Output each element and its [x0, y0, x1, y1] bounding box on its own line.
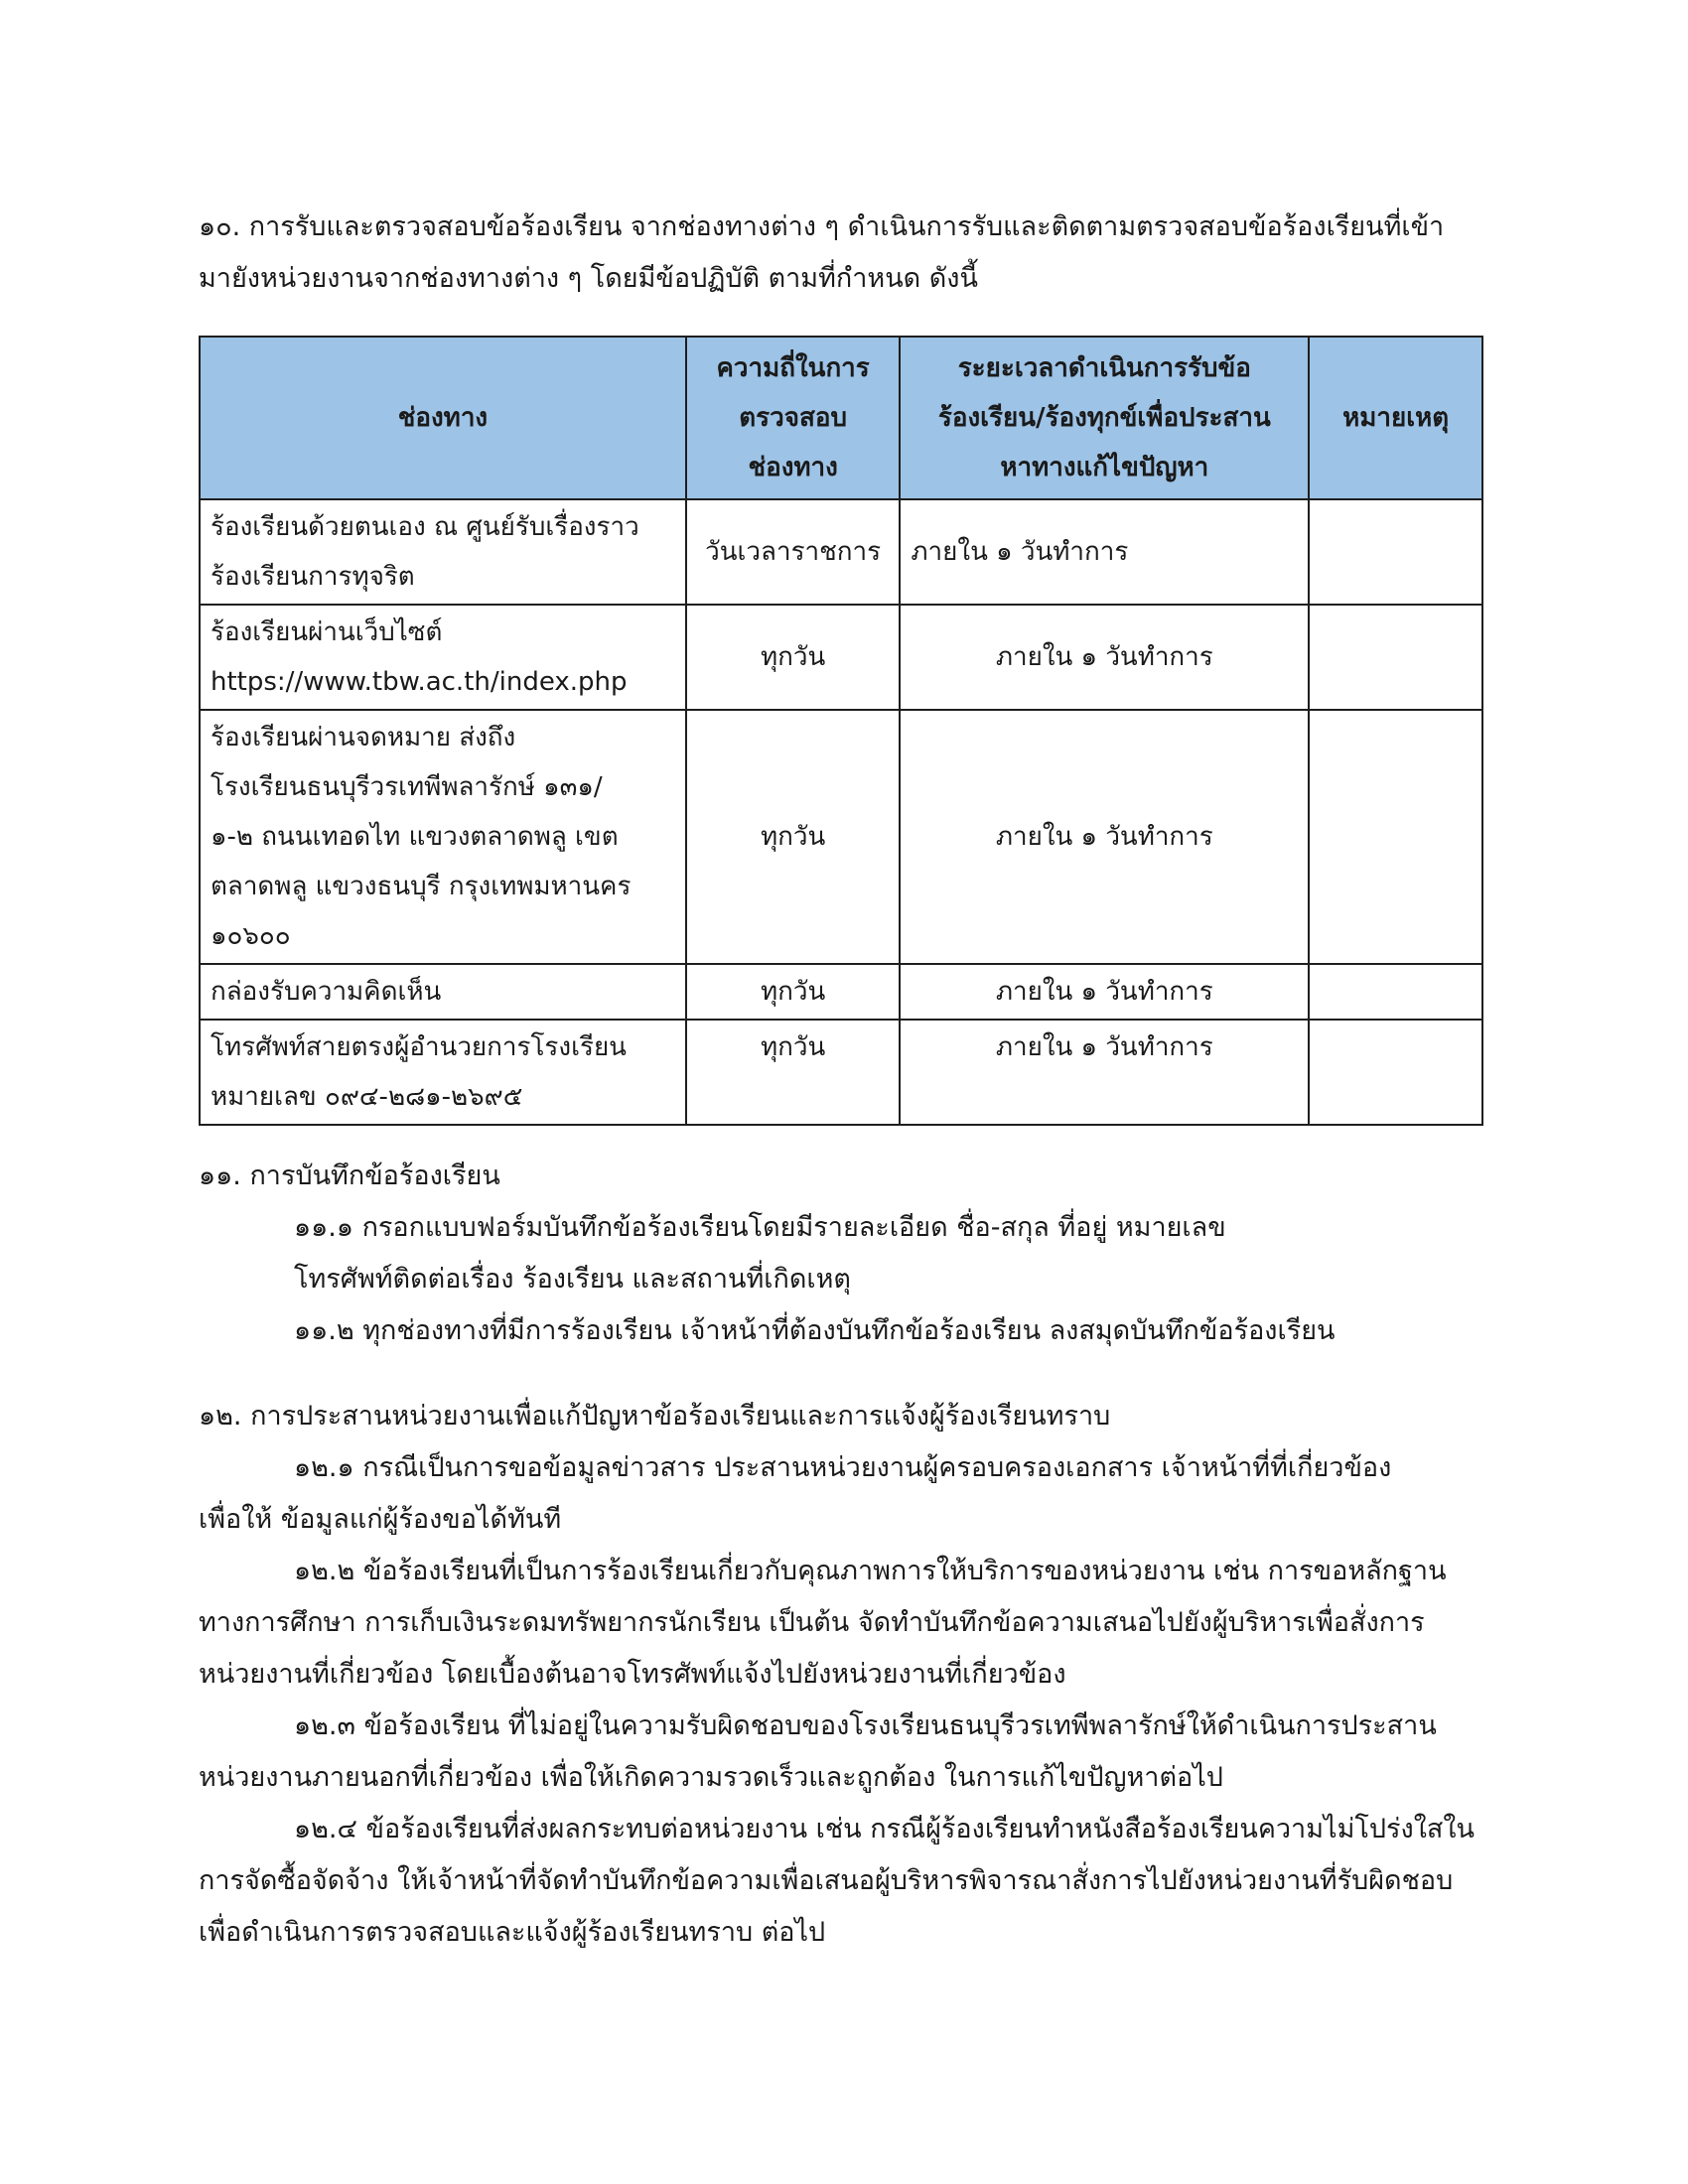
- header-frequency-line3: ช่องทาง: [748, 453, 838, 482]
- channel-line: ร้องเรียนผ่านเว็บไซต์: [211, 617, 443, 647]
- cell-note: [1309, 499, 1482, 605]
- table-row: [200, 1020, 1482, 1125]
- cell-frequency: ทุกวัน: [686, 1020, 901, 1125]
- channel-line: กล่องรับความคิดเห็น: [211, 977, 442, 1007]
- channel-line: ตลาดพลู แขวงธนบุรี กรุงเทพมหานคร: [211, 872, 632, 901]
- section12-item3-line2: หน่วยงานภายนอกที่เกี่ยวข้อง เพื่อให้เกิดความรวดเร็วและถูกต้อง ในการแก้ไขปัญหาต่อไป: [199, 1762, 1223, 1793]
- channel-line: หมายเลข ๐๙๔-๒๘๑-๒๖๙๕: [211, 1082, 523, 1112]
- section12-item4-line2: การจัดซื้อจัดจ้าง ให้เจ้าหน้าที่จัดทำบันทึกข้อความเพื่อเสนอผู้บริหารพิจารณาสั่งการไปยังหน่วยงานที่รับผิดชอบ: [199, 1865, 1454, 1896]
- header-duration: [900, 337, 1309, 499]
- header-note-label: หมายเหตุ: [1342, 403, 1450, 433]
- section12-item2-line3: หน่วยงานที่เกี่ยวข้อง โดยเบื้องต้นอาจโทรศัพท์แจ้งไปยังหน่วยงานที่เกี่ยวข้อง: [199, 1659, 1066, 1690]
- section12-item4-line3: เพื่อดำเนินการตรวจสอบและแจ้งผู้ร้องเรียนทราบ ต่อไป: [199, 1917, 826, 1948]
- cell-channel: [200, 499, 686, 605]
- cell-note: [1309, 710, 1482, 964]
- cell-note: [1309, 964, 1482, 1020]
- cell-frequency: วันเวลาราชการ: [686, 499, 901, 605]
- channel-line: ร้องเรียนด้วยตนเอง ณ ศูนย์รับเรื่องราว: [211, 512, 639, 542]
- header-channel-label: ช่องทาง: [397, 403, 489, 433]
- cell-frequency: ทุกวัน: [686, 710, 901, 964]
- header-frequency: [686, 337, 901, 499]
- cell-channel: [200, 710, 686, 964]
- cell-duration: ภายใน ๑ วันทำการ: [900, 1020, 1309, 1125]
- channel-line: ๑-๒ ถนนเทอดไท แขวงตลาดพลู เขต: [211, 822, 619, 852]
- channel-line: ๑๐๖๐๐: [211, 921, 291, 951]
- section11-title: ๑๑. การบันทึกข้อร้องเรียน: [199, 1160, 500, 1191]
- section12-title: ๑๒. การประสานหน่วยงานเพื่อแก้ปัญหาข้อร้องเรียนและการแจ้งผู้ร้องเรียนทราบ: [199, 1401, 1111, 1432]
- header-channel: [200, 337, 686, 499]
- section12-item3-line1: ๑๒.๓ ข้อร้องเรียน ที่ไม่อยู่ในความรับผิดชอบของโรงเรียนธนบุรีวรเทพีพลารักษ์ให้ดำเนินการประสาน: [294, 1710, 1437, 1741]
- section11-item1-line1: ๑๑.๑ กรอกแบบฟอร์มบันทึกข้อร้องเรียนโดยมีรายละเอียด ชื่อ-สกุล ที่อยู่ หมายเลข: [294, 1212, 1226, 1243]
- section10-intro-line2: มายังหน่วยงานจากช่องทางต่าง ๆ โดยมีข้อปฏิบัติ ตามที่กำหนด ดังนี้: [199, 263, 978, 294]
- header-frequency-line1: ความถี่ในการ: [716, 353, 870, 383]
- cell-note: [1309, 1020, 1482, 1125]
- section11-item2: ๑๑.๒ ทุกช่องทางที่มีการร้องเรียน เจ้าหน้าที่ต้องบันทึกข้อร้องเรียน ลงสมุดบันทึกข้อร้องเรียน: [294, 1315, 1336, 1346]
- table-row: [200, 499, 1482, 605]
- header-duration-line1: ระยะเวลาดำเนินการรับข้อ: [957, 353, 1251, 383]
- section10-intro-line1: ๑๐. การรับและตรวจสอบข้อร้องเรียน จากช่องทางต่าง ๆ ดำเนินการรับและติดตามตรวจสอบข้อร้องเรียนที่เข้า: [199, 211, 1445, 242]
- cell-duration: ภายใน ๑ วันทำการ: [900, 605, 1309, 710]
- channel-line: โรงเรียนธนบุรีวรเทพีพลารักษ์ ๑๓๑/: [211, 772, 603, 802]
- cell-duration: ภายใน ๑ วันทำการ: [900, 964, 1309, 1020]
- section12-item4-line1: ๑๒.๔ ข้อร้องเรียนที่ส่งผลกระทบต่อหน่วยงาน เช่น กรณีผู้ร้องเรียนทำหนังสือร้องเรียนความไม่โปร่งใสใน: [294, 1814, 1476, 1844]
- cell-duration: ภายใน ๑ วันทำการ: [900, 499, 1309, 605]
- table-header-row: [200, 337, 1482, 499]
- table-row: [200, 710, 1482, 964]
- cell-duration: ภายใน ๑ วันทำการ: [900, 710, 1309, 964]
- cell-channel: [200, 1020, 686, 1125]
- channel-line: ร้องเรียนผ่านจดหมาย ส่งถึง: [211, 723, 516, 752]
- complaint-channels-table: [199, 336, 1483, 1126]
- cell-frequency: ทุกวัน: [686, 964, 901, 1020]
- table-row: [200, 605, 1482, 710]
- cell-frequency: ทุกวัน: [686, 605, 901, 710]
- channel-line: โทรศัพท์สายตรงผู้อำนวยการโรงเรียน: [211, 1032, 627, 1062]
- channel-line: ร้องเรียนการทุจริต: [211, 562, 415, 592]
- section12-item2-line1: ๑๒.๒ ข้อร้องเรียนที่เป็นการร้องเรียนเกี่ยวกับคุณภาพการให้บริการของหน่วยงาน เช่น การขอหลักฐาน: [294, 1556, 1447, 1586]
- table-row: [200, 964, 1482, 1020]
- header-duration-line3: หาทางแก้ไขปัญหา: [1000, 453, 1209, 482]
- header-note: [1309, 337, 1482, 499]
- cell-channel: [200, 964, 686, 1020]
- header-duration-line2: ร้องเรียน/ร้องทุกข์เพื่อประสาน: [937, 403, 1271, 433]
- section11-item1-line2: โทรศัพท์ติดต่อเรื่อง ร้องเรียน และสถานที่เกิดเหตุ: [294, 1264, 851, 1295]
- section12-item1-line2: เพื่อให้ ข้อมูลแก่ผู้ร้องขอได้ทันที: [199, 1504, 562, 1535]
- cell-note: [1309, 605, 1482, 710]
- section12-item1-line1: ๑๒.๑ กรณีเป็นการขอข้อมูลข่าวสาร ประสานหน่วยงานผู้ครอบครองเอกสาร เจ้าหน้าที่ที่เกี่ยวข้อง: [294, 1452, 1392, 1483]
- header-frequency-line2: ตรวจสอบ: [739, 403, 847, 433]
- section12-item2-line2: ทางการศึกษา การเก็บเงินระดมทรัพยากรนักเรียน เป็นต้น จัดทำบันทึกข้อความเสนอไปยังผู้บริหารเพื่อสั่งการ: [199, 1607, 1425, 1638]
- cell-channel: [200, 605, 686, 710]
- channel-url: https://www.tbw.ac.th/index.php: [211, 667, 628, 697]
